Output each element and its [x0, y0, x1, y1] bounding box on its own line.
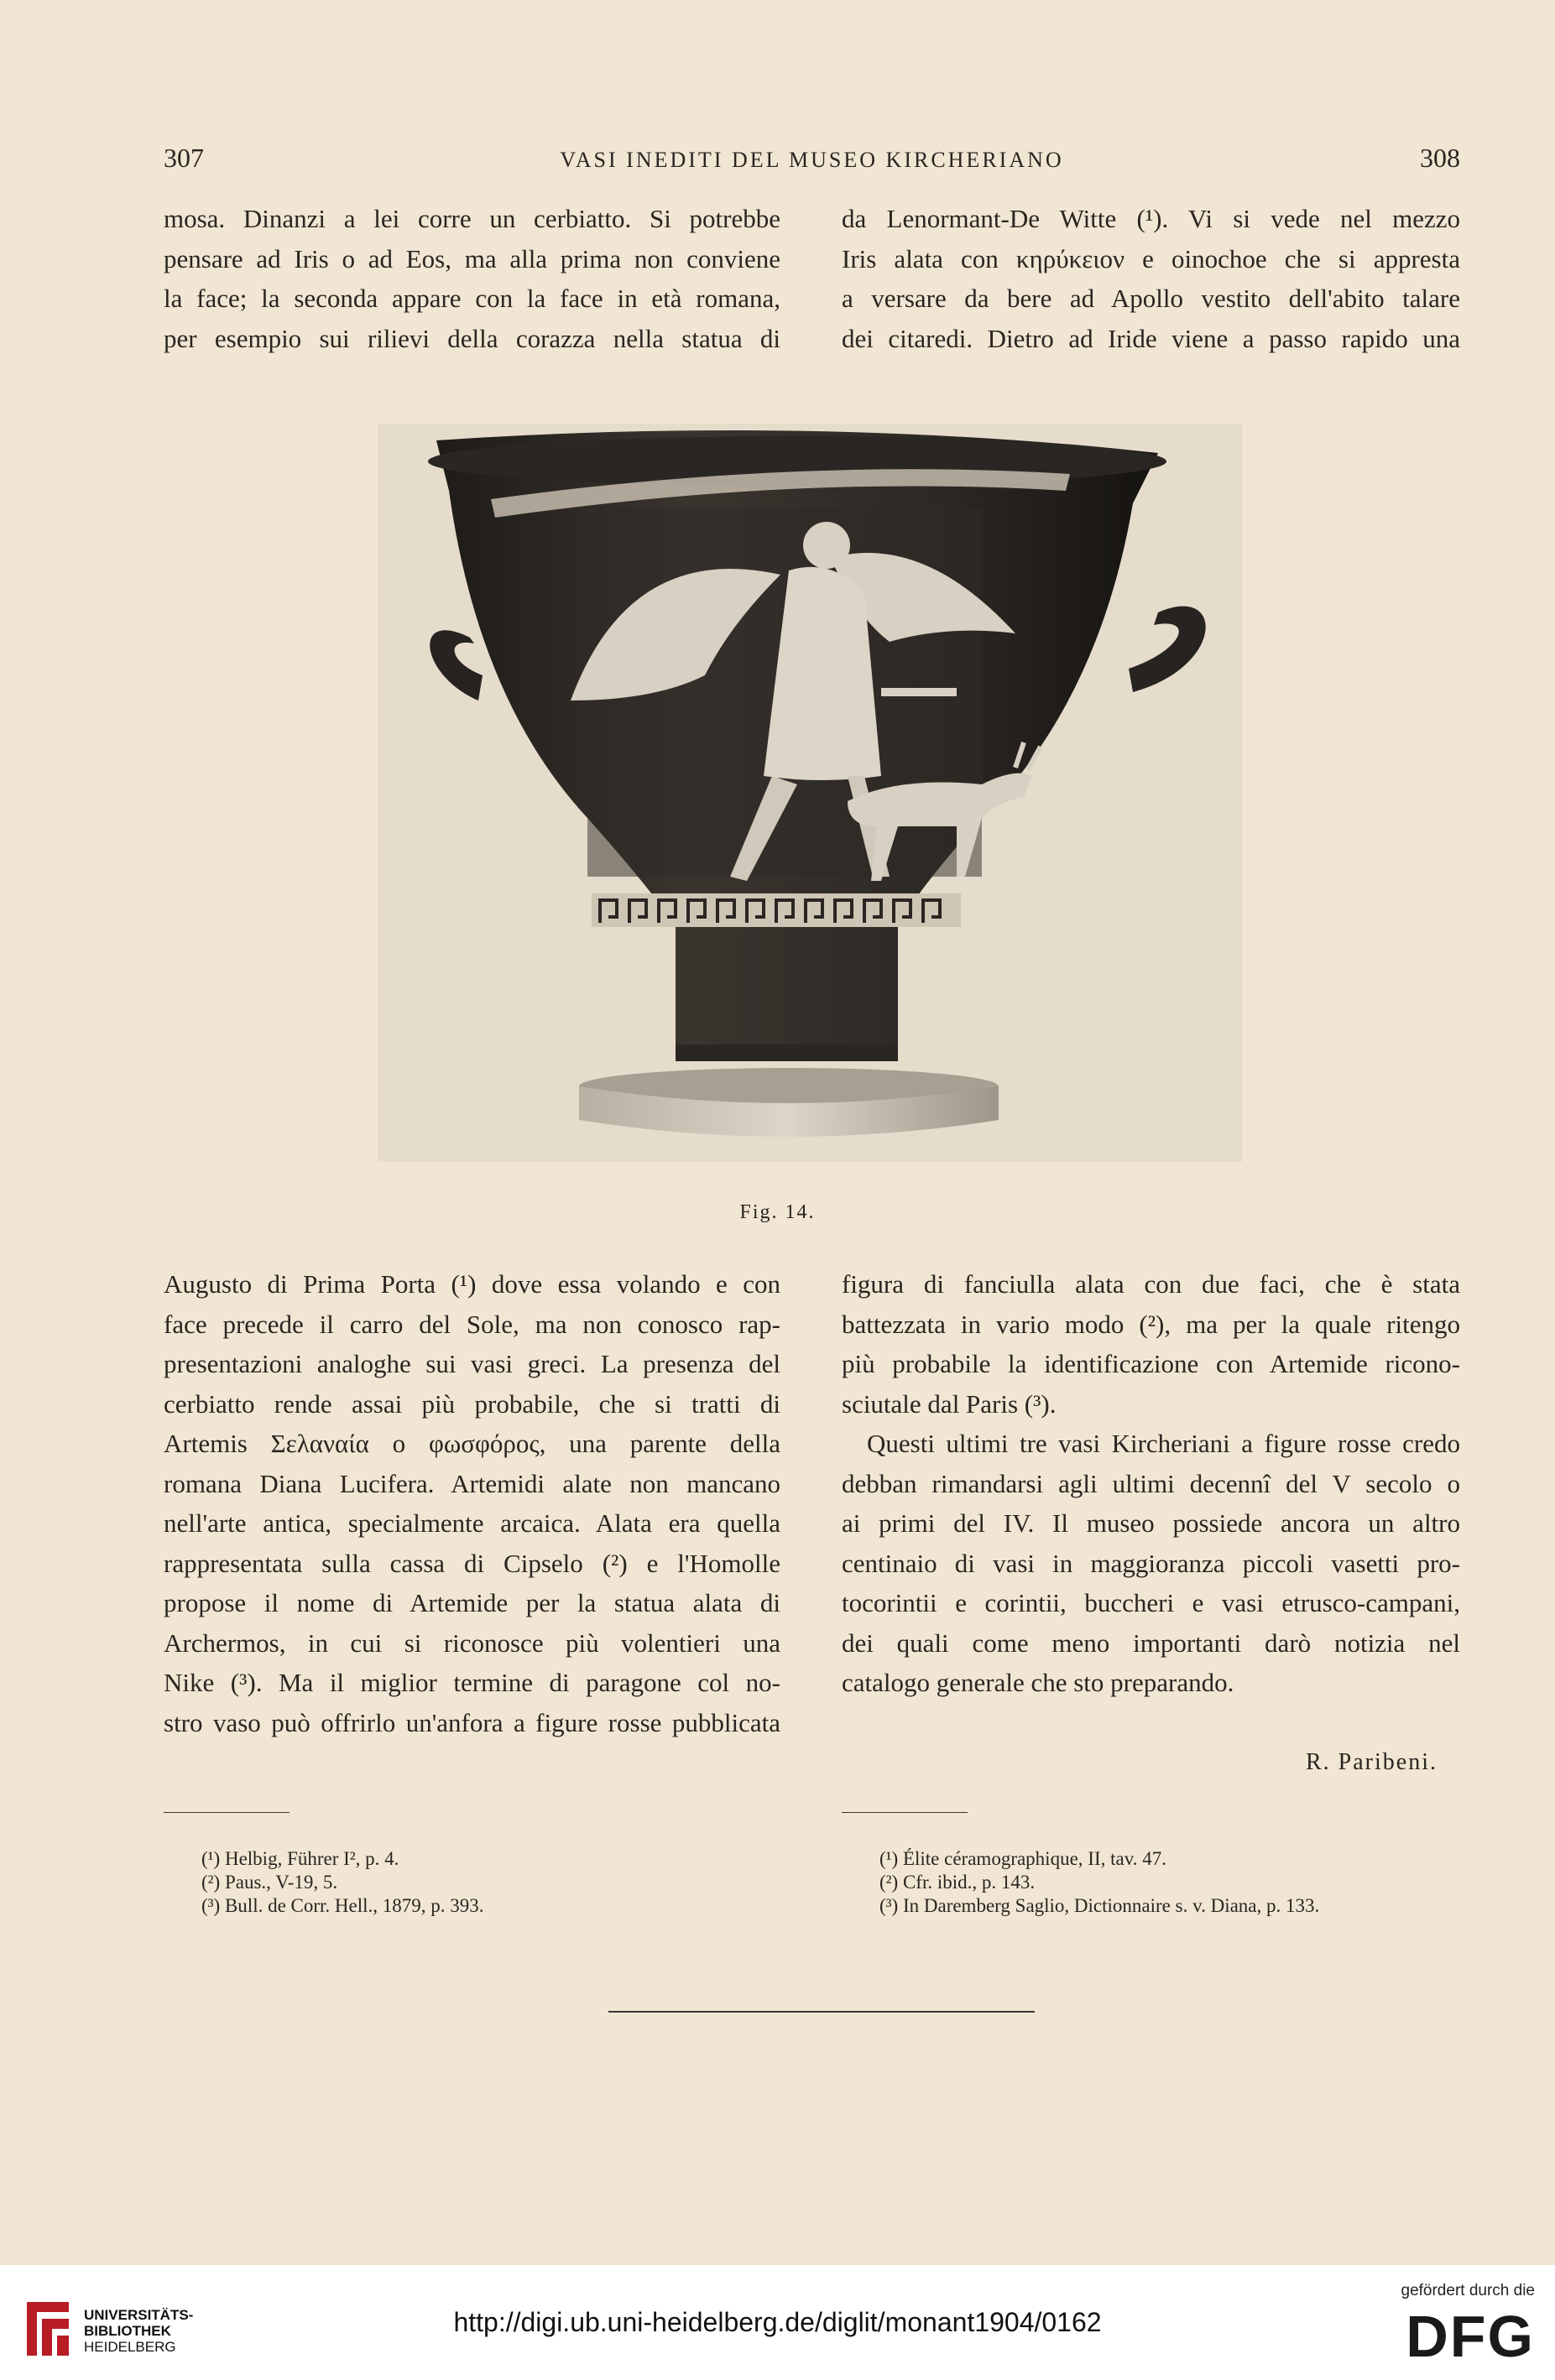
text-line: presentazioni analoghe sui vasi greci. La presenza del [164, 1349, 780, 1378]
footnote-rule-right [842, 1812, 968, 1813]
text-column-top-right [842, 199, 1460, 358]
text-line: debban rimandarsi agli ultimi decennî del V secolo o [842, 1468, 1460, 1498]
library-name: UNIVERSITÄTS- BIBLIOTHEK HEIDELBERG [84, 2307, 194, 2355]
text-line: per esempio sui rilievi della corazza nella statua di [164, 323, 780, 353]
footnote: (¹) Élite céramographique, II, tav. 47. [879, 1848, 1166, 1869]
text-line: figura di fanciulla alata con due faci, che è stata [842, 1269, 1460, 1299]
footnote-rule-left [164, 1812, 290, 1813]
footnote: (²) Cfr. ibid., p. 143. [879, 1872, 1036, 1893]
page-number-right: 308 [1420, 143, 1460, 173]
text-line: face precede il carro del Sole, ma non conosco rap- [164, 1309, 780, 1339]
text-line: Archermos, in cui si riconosce più volentieri una [164, 1627, 780, 1658]
text-line: centinaio di vasi in maggioranza piccoli vasetti pro- [842, 1548, 1460, 1578]
text-line: rappresentata sulla cassa di Cipselo (²) e l'Homolle [164, 1548, 780, 1578]
text-line: Questi ultimi tre vasi Kircheriani a figure rosse credo [867, 1429, 1460, 1458]
footnote: (³) In Daremberg Saglio, Dictionnaire s. v. Diana, p. 133. [879, 1895, 1320, 1916]
text-line: sciutale dal Paris (³). [842, 1388, 1057, 1419]
text-line: propose il nome di Artemide per la statua alata di [164, 1588, 780, 1617]
text-line: da Lenormant-De Witte (¹). Vi si vede nel mezzo [842, 204, 1460, 233]
text-line: Augusto di Prima Porta (¹) dove essa volando e con [164, 1269, 780, 1299]
text-line: nell'arte antica, specialmente arcaica. Alata era quella [164, 1508, 780, 1538]
text-line: la face; la seconda appare con la face in età romana, [164, 284, 780, 313]
text-line: tocorintii e corintii, buccheri e vasi etrusco-campani, [842, 1588, 1460, 1617]
text-line: catalogo generale che sto preparando. [842, 1668, 1234, 1697]
figure-caption: Fig. 14. [739, 1201, 816, 1223]
text-line: dei citaredi. Dietro ad Iride viene a passo rapido una [842, 323, 1460, 353]
source-url[interactable]: http://digi.ub.uni-heidelberg.de/diglit/monant1904/0162 [453, 2307, 1102, 2337]
footnotes-right [879, 1847, 1319, 1918]
krater-vase-figure [378, 424, 1242, 1162]
text-line: Nike (³). Ma il miglior termine di paragone col no- [164, 1668, 780, 1697]
text-line: mosa. Dinanzi a lei corre un cerbiatto. Si potrebbe [164, 204, 780, 233]
text-line: pensare ad Iris o ad Eos, ma alla prima non conviene [164, 243, 780, 273]
text-line: cerbiatto rende assai più probabile, che si tratti di [164, 1388, 780, 1419]
text-line: Artemis Σελαναία o φωσφόρος, una parente della [164, 1429, 780, 1458]
text-column-bottom-right [842, 1264, 1460, 1703]
dfg-logo: DFG [1406, 2304, 1535, 2369]
digitization-footer [0, 2265, 1555, 2380]
footnote: (¹) Helbig, Führer I², p. 4. [201, 1848, 399, 1869]
text-column-bottom-left [164, 1264, 780, 1742]
text-line: romana Diana Lucifera. Artemidi alate non mancano [164, 1468, 780, 1498]
footnote: (²) Paus., V-19, 5. [201, 1872, 338, 1893]
text-line: stro vaso può offrirlo un'anfora a figure rosse pubblicata [164, 1707, 780, 1737]
end-rule [608, 2011, 1035, 2013]
text-line: più probabile la identificazione con Artemide ricono- [842, 1349, 1460, 1378]
author-signature: R. Paribeni. [1306, 1749, 1438, 1775]
text-line: a versare da bere ad Apollo vestito dell'abito talare [842, 284, 1460, 313]
page-number-left: 307 [164, 143, 204, 173]
text-line: battezzata in vario modo (²), ma per la quale ritengo [842, 1309, 1460, 1339]
text-line: dei quali come meno importanti darò notizia nel [842, 1627, 1460, 1658]
running-title: VASI INEDITI DEL MUSEO KIRCHERIANO [560, 148, 1064, 172]
text-column-top-left [164, 199, 780, 358]
footnotes-left [201, 1847, 484, 1918]
text-line: Iris alata con κηρύκειον e oinochoe che si appresta [842, 243, 1460, 273]
text-line: ai primi del IV. Il museo possiede ancora un altro [842, 1508, 1460, 1538]
running-head [164, 143, 1460, 176]
funding-label: gefördert durch die [1401, 2282, 1535, 2299]
footnote: (³) Bull. de Corr. Hell., 1879, p. 393. [201, 1895, 484, 1916]
